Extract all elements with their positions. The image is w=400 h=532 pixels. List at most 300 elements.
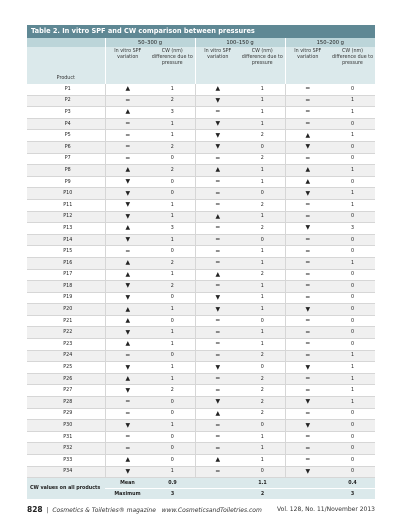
variation-cell-3: = xyxy=(285,292,330,304)
cw-cell-1: 2 xyxy=(150,281,195,293)
product-cell: P5 xyxy=(27,130,105,142)
product-cell: P24 xyxy=(27,350,105,362)
variation-cell-1: ▲ xyxy=(105,165,150,177)
cw-cell-3: 1 xyxy=(330,188,375,200)
variation-cell-1: = xyxy=(105,443,150,455)
variation-cell-3: ▲ xyxy=(285,130,330,142)
cw-cell-3: 0 xyxy=(330,315,375,327)
cw-cell-2: 2 xyxy=(240,397,285,409)
cw-cell-2: 1 xyxy=(240,107,285,119)
variation-cell-2: = xyxy=(195,420,240,432)
variation-cell-1: ▼ xyxy=(105,385,150,397)
variation-cell-2: = xyxy=(195,176,240,188)
variation-cell-3: = xyxy=(285,269,330,281)
variation-cell-3: ▼ xyxy=(285,362,330,374)
product-cell: P30 xyxy=(27,420,105,432)
variation-cell-2: ▼ xyxy=(195,95,240,107)
variation-cell-3: = xyxy=(285,408,330,420)
variation-cell-2: ▲ xyxy=(195,408,240,420)
table-row xyxy=(27,107,375,119)
cw-cell-3: 1 xyxy=(330,199,375,211)
table-row xyxy=(27,362,375,374)
table-row xyxy=(27,408,375,420)
cw-cell-1: 1 xyxy=(150,373,195,385)
cw-cell-2: 0 xyxy=(240,141,285,153)
product-cell: P12 xyxy=(27,211,105,223)
cw-cell-1: 1 xyxy=(150,269,195,281)
cw-cell-2: 2 xyxy=(240,199,285,211)
variation-cell-1: = xyxy=(105,118,150,130)
variation-cell-3: = xyxy=(285,327,330,339)
max-value-1: 3 xyxy=(150,489,195,500)
group-header-row xyxy=(27,38,375,47)
cw-cell-2: 1 xyxy=(240,304,285,316)
variation-cell-1: = xyxy=(105,153,150,165)
cw-cell-2: 2 xyxy=(240,223,285,235)
variation-cell-3: = xyxy=(285,281,330,293)
cw-cell-1: 1 xyxy=(150,211,195,223)
product-cell: P14 xyxy=(27,234,105,246)
variation-cell-3: = xyxy=(285,211,330,223)
cw-cell-3: 0 xyxy=(330,234,375,246)
cw-cell-2: 0 xyxy=(240,188,285,200)
variation-cell-2: ▲ xyxy=(195,269,240,281)
cw-cell-1: 3 xyxy=(150,107,195,119)
cw-cell-2: 1 xyxy=(240,246,285,258)
cw-cell-2: 1 xyxy=(240,455,285,467)
variation-cell-2: = xyxy=(195,443,240,455)
variation-cell-1: ▼ xyxy=(105,281,150,293)
cw-cell-1: 0 xyxy=(150,443,195,455)
variation-cell-2: = xyxy=(195,107,240,119)
cw-cell-1: 1 xyxy=(150,466,195,478)
table-row xyxy=(27,350,375,362)
product-cell: P27 xyxy=(27,385,105,397)
variation-cell-2: = xyxy=(195,199,240,211)
cw-cell-3: 1 xyxy=(330,257,375,269)
cw-cell-3: 0 xyxy=(330,211,375,223)
cw-cell-3: 0 xyxy=(330,304,375,316)
cw-cell-1: 1 xyxy=(150,420,195,432)
table-row xyxy=(27,223,375,235)
variation-cell-2: ▼ xyxy=(195,118,240,130)
variation-cell-1: = xyxy=(105,246,150,258)
magazine-url: www.CosmeticsandToiletries.com xyxy=(161,507,262,514)
table-row xyxy=(27,211,375,223)
variation-cell-1: ▼ xyxy=(105,466,150,478)
variation-cell-3: ▼ xyxy=(285,188,330,200)
cw-cell-2: 2 xyxy=(240,373,285,385)
product-cell: P18 xyxy=(27,281,105,293)
table-row xyxy=(27,373,375,385)
cw-cell-1: 3 xyxy=(150,223,195,235)
cw-cell-3: 0 xyxy=(330,339,375,351)
variation-cell-3: = xyxy=(285,95,330,107)
cw-cell-2: 1 xyxy=(240,257,285,269)
variation-cell-2: = xyxy=(195,234,240,246)
variation-cell-1: ▼ xyxy=(105,234,150,246)
cw-cell-3: 1 xyxy=(330,165,375,177)
variation-cell-1: = xyxy=(105,141,150,153)
cw-cell-2: 1 xyxy=(240,431,285,443)
cw-cell-3: 0 xyxy=(330,443,375,455)
cw-header-1: CW (nm) difference due to pressure xyxy=(150,47,195,84)
cw-cell-3: 0 xyxy=(330,84,375,95)
cw-cell-3: 1 xyxy=(330,385,375,397)
cw-cell-3: 1 xyxy=(330,130,375,142)
variation-cell-2: = xyxy=(195,373,240,385)
table-row xyxy=(27,339,375,351)
cw-cell-3: 0 xyxy=(330,281,375,293)
variation-cell-3: ▲ xyxy=(285,176,330,188)
variation-cell-3: ▼ xyxy=(285,420,330,432)
product-cell: P28 xyxy=(27,397,105,409)
table-row xyxy=(27,176,375,188)
product-cell: P33 xyxy=(27,455,105,467)
table-row xyxy=(27,84,375,95)
product-cell: P15 xyxy=(27,246,105,258)
table-row xyxy=(27,234,375,246)
table-row xyxy=(27,420,375,432)
cw-cell-3: 0 xyxy=(330,118,375,130)
cw-cell-3: 0 xyxy=(330,141,375,153)
cw-cell-1: 0 xyxy=(150,455,195,467)
variation-cell-3: = xyxy=(285,455,330,467)
cw-cell-3: 0 xyxy=(330,408,375,420)
product-cell: P25 xyxy=(27,362,105,374)
page-footer: 828 | Cosmetics & Toiletries® magazine www.CosmeticsandToiletries.com Vol. 128, No. 11/November 2013 xyxy=(27,505,375,514)
table-row xyxy=(27,315,375,327)
variation-cell-2: = xyxy=(195,350,240,362)
cw-cell-2: 1 xyxy=(240,443,285,455)
variation-header-2: In vitro SPF variation xyxy=(195,47,240,84)
cw-cell-2: 1 xyxy=(240,95,285,107)
table-row xyxy=(27,246,375,258)
variation-cell-3: ▼ xyxy=(285,304,330,316)
cw-cell-2: 0 xyxy=(240,466,285,478)
cw-cell-3: 1 xyxy=(330,350,375,362)
cw-cell-3: 0 xyxy=(330,455,375,467)
product-cell: P26 xyxy=(27,373,105,385)
cw-cell-2: 0 xyxy=(240,362,285,374)
page-number: 828 xyxy=(27,505,43,514)
variation-cell-2: = xyxy=(195,466,240,478)
cw-cell-1: 0 xyxy=(150,246,195,258)
variation-cell-2: ▲ xyxy=(195,165,240,177)
variation-cell-1: = xyxy=(105,95,150,107)
cw-cell-1: 0 xyxy=(150,408,195,420)
product-cell: P4 xyxy=(27,118,105,130)
variation-cell-3: ▲ xyxy=(285,165,330,177)
product-cell: P7 xyxy=(27,153,105,165)
product-cell: P10 xyxy=(27,188,105,200)
product-cell: P32 xyxy=(27,443,105,455)
table-row xyxy=(27,385,375,397)
variation-cell-2: = xyxy=(195,431,240,443)
cw-cell-1: 0 xyxy=(150,176,195,188)
cw-cell-2: 1 xyxy=(240,211,285,223)
variation-cell-3: = xyxy=(285,153,330,165)
column-header-row xyxy=(27,47,375,84)
variation-cell-3: ▼ xyxy=(285,397,330,409)
variation-cell-2: = xyxy=(195,385,240,397)
product-cell: P22 xyxy=(27,327,105,339)
cw-cell-2: 2 xyxy=(240,269,285,281)
variation-cell-2: = xyxy=(195,188,240,200)
variation-cell-1: ▼ xyxy=(105,188,150,200)
cw-values-label: CW values on all products xyxy=(27,478,105,500)
cw-cell-2: 2 xyxy=(240,153,285,165)
variation-cell-3: = xyxy=(285,199,330,211)
cw-cell-2: 1 xyxy=(240,292,285,304)
cw-cell-1: 1 xyxy=(150,118,195,130)
variation-cell-2: = xyxy=(195,153,240,165)
variation-cell-2: = xyxy=(195,339,240,351)
cw-cell-1: 0 xyxy=(150,431,195,443)
table-row xyxy=(27,130,375,142)
product-header: Product xyxy=(27,47,105,84)
product-cell: P11 xyxy=(27,199,105,211)
cw-cell-1: 1 xyxy=(150,339,195,351)
cw-cell-1: 0 xyxy=(150,315,195,327)
table-row xyxy=(27,304,375,316)
variation-cell-1: ▼ xyxy=(105,292,150,304)
variation-cell-1: ▲ xyxy=(105,315,150,327)
product-cell: P31 xyxy=(27,431,105,443)
cw-cell-3: 0 xyxy=(330,466,375,478)
max-value-2: 2 xyxy=(240,489,285,500)
variation-cell-3: ▼ xyxy=(285,223,330,235)
table-row xyxy=(27,292,375,304)
cw-cell-2: 1 xyxy=(240,165,285,177)
group-header-empty xyxy=(27,38,105,47)
variation-cell-3: = xyxy=(285,84,330,95)
table-row xyxy=(27,257,375,269)
cw-cell-1: 0 xyxy=(150,350,195,362)
cw-cell-3: 0 xyxy=(330,176,375,188)
product-cell: P16 xyxy=(27,257,105,269)
cw-cell-3: 0 xyxy=(330,292,375,304)
variation-cell-3: = xyxy=(285,443,330,455)
cw-cell-2: 1 xyxy=(240,118,285,130)
mean-value-2: 1.1 xyxy=(240,478,285,489)
cw-header-3: CW (nm) difference due to pressure xyxy=(330,47,375,84)
table-row xyxy=(27,327,375,339)
table-row xyxy=(27,431,375,443)
cw-cell-3: 1 xyxy=(330,397,375,409)
variation-cell-3: ▼ xyxy=(285,466,330,478)
cw-cell-1: 2 xyxy=(150,95,195,107)
variation-cell-2: ▲ xyxy=(195,455,240,467)
cw-cell-2: 0 xyxy=(240,420,285,432)
variation-cell-2: ▼ xyxy=(195,362,240,374)
group-header-2: 100–150 g xyxy=(195,38,285,47)
variation-cell-1: ▲ xyxy=(105,269,150,281)
cw-cell-1: 1 xyxy=(150,84,195,95)
cw-cell-1: 2 xyxy=(150,385,195,397)
variation-cell-2: ▼ xyxy=(195,141,240,153)
variation-cell-2: = xyxy=(195,246,240,258)
cw-cell-1: 0 xyxy=(150,292,195,304)
product-cell: P20 xyxy=(27,304,105,316)
cw-cell-1: 1 xyxy=(150,130,195,142)
variation-cell-1: = xyxy=(105,408,150,420)
table-title: Table 2. In vitro SPF and CW comparison between pressures xyxy=(27,25,375,38)
variation-cell-1: ▲ xyxy=(105,223,150,235)
variation-cell-1: = xyxy=(105,130,150,142)
variation-cell-3: = xyxy=(285,234,330,246)
variation-cell-1: ▼ xyxy=(105,420,150,432)
table-row xyxy=(27,153,375,165)
variation-header-1: In vitro SPF variation xyxy=(105,47,150,84)
cw-cell-2: 2 xyxy=(240,130,285,142)
table-row xyxy=(27,95,375,107)
table-row xyxy=(27,443,375,455)
variation-cell-1: ▲ xyxy=(105,373,150,385)
variation-header-3: In vitro SPF variation xyxy=(285,47,330,84)
variation-cell-2: ▲ xyxy=(195,84,240,95)
variation-cell-3: = xyxy=(285,373,330,385)
issue-info: Vol. 128, No. 11/November 2013 xyxy=(277,506,375,513)
cw-cell-2: 2 xyxy=(240,350,285,362)
cw-cell-3: 0 xyxy=(330,246,375,258)
product-cell: P13 xyxy=(27,223,105,235)
cw-cell-3: 1 xyxy=(330,362,375,374)
cw-cell-2: 2 xyxy=(240,385,285,397)
product-cell: P29 xyxy=(27,408,105,420)
cw-cell-1: 1 xyxy=(150,199,195,211)
cw-cell-3: 0 xyxy=(330,269,375,281)
variation-cell-1: ▲ xyxy=(105,339,150,351)
product-cell: P21 xyxy=(27,315,105,327)
variation-cell-1: ▲ xyxy=(105,107,150,119)
variation-cell-2: = xyxy=(195,223,240,235)
cw-cell-1: 1 xyxy=(150,234,195,246)
cw-cell-2: 0 xyxy=(240,315,285,327)
variation-cell-1: ▼ xyxy=(105,176,150,188)
cw-cell-3: 1 xyxy=(330,95,375,107)
mean-spacer-2 xyxy=(195,478,240,489)
cw-cell-1: 1 xyxy=(150,304,195,316)
mean-row xyxy=(27,478,375,489)
product-cell: P23 xyxy=(27,339,105,351)
variation-cell-1: = xyxy=(105,431,150,443)
variation-cell-3: = xyxy=(285,339,330,351)
variation-cell-1: ▼ xyxy=(105,211,150,223)
cw-cell-3: 0 xyxy=(330,420,375,432)
cw-cell-1: 2 xyxy=(150,165,195,177)
table-row xyxy=(27,141,375,153)
group-header-3: 150–200 g xyxy=(285,38,375,47)
variation-cell-1: ▲ xyxy=(105,455,150,467)
max-spacer-3 xyxy=(285,489,330,500)
variation-cell-1: ▲ xyxy=(105,84,150,95)
product-cell: P2 xyxy=(27,95,105,107)
cw-cell-2: 1 xyxy=(240,327,285,339)
mean-value-3: 0.4 xyxy=(330,478,375,489)
table-row xyxy=(27,199,375,211)
variation-cell-1: = xyxy=(105,350,150,362)
product-cell: P17 xyxy=(27,269,105,281)
variation-cell-3: = xyxy=(285,350,330,362)
table-row xyxy=(27,118,375,130)
product-cell: P3 xyxy=(27,107,105,119)
variation-cell-2: ▼ xyxy=(195,292,240,304)
cw-cell-3: 0 xyxy=(330,327,375,339)
mean-spacer-3 xyxy=(285,478,330,489)
cw-cell-1: 0 xyxy=(150,188,195,200)
variation-cell-3: = xyxy=(285,431,330,443)
cw-cell-2: 1 xyxy=(240,176,285,188)
cw-cell-1: 1 xyxy=(150,327,195,339)
table-row xyxy=(27,165,375,177)
cw-cell-1: 1 xyxy=(150,362,195,374)
group-header-1: 50–300 g xyxy=(105,38,195,47)
table-row xyxy=(27,269,375,281)
cw-cell-1: 2 xyxy=(150,257,195,269)
variation-cell-2: = xyxy=(195,315,240,327)
variation-cell-3: = xyxy=(285,385,330,397)
variation-cell-2: = xyxy=(195,281,240,293)
product-cell: P34 xyxy=(27,466,105,478)
cw-cell-3: 1 xyxy=(330,107,375,119)
max-spacer-2 xyxy=(195,489,240,500)
cw-header-2: CW (nm) difference due to pressure xyxy=(240,47,285,84)
table-row xyxy=(27,281,375,293)
cw-cell-2: 0 xyxy=(240,234,285,246)
table-row xyxy=(27,455,375,467)
spf-cw-table xyxy=(27,38,375,500)
variation-cell-2: = xyxy=(195,257,240,269)
magazine-name: Cosmetics & Toiletries® magazine xyxy=(52,507,156,514)
variation-cell-2: ▼ xyxy=(195,397,240,409)
product-cell: P8 xyxy=(27,165,105,177)
table-row xyxy=(27,397,375,409)
variation-cell-1: ▼ xyxy=(105,199,150,211)
variation-cell-2: ▼ xyxy=(195,304,240,316)
cw-cell-2: 1 xyxy=(240,281,285,293)
variation-cell-2: = xyxy=(195,327,240,339)
variation-cell-1: ▲ xyxy=(105,304,150,316)
product-cell: P19 xyxy=(27,292,105,304)
variation-cell-3: = xyxy=(285,315,330,327)
variation-cell-3: = xyxy=(285,257,330,269)
variation-cell-3: = xyxy=(285,246,330,258)
product-cell: P1 xyxy=(27,84,105,95)
variation-cell-3: = xyxy=(285,118,330,130)
table-row xyxy=(27,466,375,478)
cw-cell-3: 3 xyxy=(330,223,375,235)
variation-cell-3: = xyxy=(285,107,330,119)
cw-cell-3: 0 xyxy=(330,431,375,443)
table-row xyxy=(27,188,375,200)
mean-label: Mean xyxy=(105,478,150,489)
variation-cell-2: ▼ xyxy=(195,130,240,142)
variation-cell-3: ▼ xyxy=(285,141,330,153)
cw-cell-3: 1 xyxy=(330,373,375,385)
product-cell: P9 xyxy=(27,176,105,188)
product-cell: P6 xyxy=(27,141,105,153)
cw-cell-2: 1 xyxy=(240,339,285,351)
variation-cell-1: = xyxy=(105,397,150,409)
cw-cell-3: 0 xyxy=(330,153,375,165)
cw-cell-1: 0 xyxy=(150,153,195,165)
max-label: Maximum xyxy=(105,489,150,500)
cw-cell-2: 1 xyxy=(240,84,285,95)
variation-cell-1: ▲ xyxy=(105,257,150,269)
variation-cell-1: ▼ xyxy=(105,362,150,374)
variation-cell-1: ▼ xyxy=(105,327,150,339)
